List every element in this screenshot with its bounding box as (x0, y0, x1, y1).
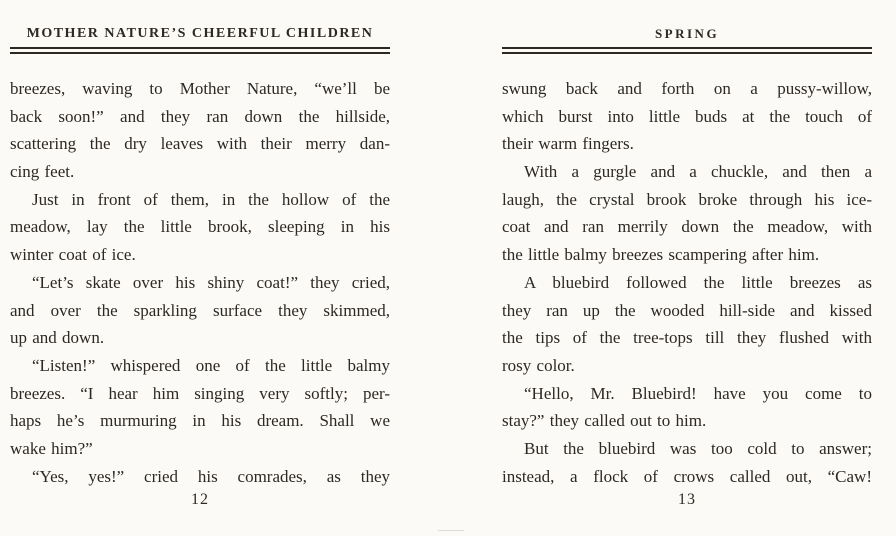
text-line: “Listen!” whispered one of the little balmy (32, 355, 390, 375)
text-line: which burst into little buds at the touch of (502, 106, 872, 126)
header-rule-left (10, 47, 390, 54)
text-line: scattering the dry leaves with their merry dan- (10, 134, 390, 154)
left-page (10, 26, 390, 509)
page-edge-mark (438, 530, 464, 531)
text-line: laugh, the crystal brook broke through his ice- (502, 189, 872, 209)
text-line: they ran up the wooded hill-side and kissed (502, 300, 872, 320)
text-line: Just in front of them, in the hollow of the (32, 189, 390, 209)
text-line: their warm fingers. (502, 134, 634, 154)
text-line: the little balmy breezes scampering after him. (502, 245, 820, 265)
page-number-right: 13 (678, 491, 696, 509)
text-line: With a gurgle and a chuckle, and then a (524, 162, 872, 182)
text-line: “Hello, Mr. Bluebird! have you come to (524, 383, 872, 403)
text-line: “Yes, yes!” cried his comrades, as they (32, 466, 390, 486)
text-line: the tips of the tree-tops till they flushed with (502, 328, 872, 348)
text-line: stay?” they called out to him. (502, 411, 707, 431)
text-line: A bluebird followed the little breezes as (524, 272, 872, 292)
text-line: wake him?” (10, 438, 93, 458)
text-line: and over the sparkling surface they skimmed, (10, 300, 390, 320)
text-line: instead, a flock of crows called out, “Caw! (502, 466, 872, 486)
text-line: breezes, waving to Mother Nature, “we’ll be (10, 79, 390, 98)
text-line: haps he’s murmuring in his dream. Shall we (10, 411, 390, 431)
running-head-right: SPRING (654, 26, 720, 41)
text-line: back soon!” and they ran down the hillside, (10, 106, 390, 126)
text-line: swung back and forth on a pussy-willow, (502, 79, 872, 98)
text-line: coat and ran merrily down the meadow, with (502, 217, 872, 237)
text-line: meadow, lay the little brook, sleeping in his (10, 217, 390, 237)
text-line: rosy color. (502, 355, 575, 375)
header-rule-right (502, 47, 872, 54)
text-line: winter coat of ice. (10, 245, 136, 265)
right-page (502, 26, 872, 509)
page-number-left: 12 (191, 491, 209, 509)
text-line: up and down. (10, 328, 105, 348)
running-head-left: MOTHER NATURE’S CHEERFUL CHILDREN (26, 26, 374, 41)
page-text-left (10, 75, 390, 490)
text-line: cing feet. (10, 162, 75, 182)
text-line: But the bluebird was too cold to answer; (524, 438, 872, 458)
text-line: “Let’s skate over his shiny coat!” they cried, (32, 272, 390, 292)
page-text-right (502, 75, 872, 490)
text-line: breezes. “I hear him singing very softly; per- (10, 383, 390, 403)
